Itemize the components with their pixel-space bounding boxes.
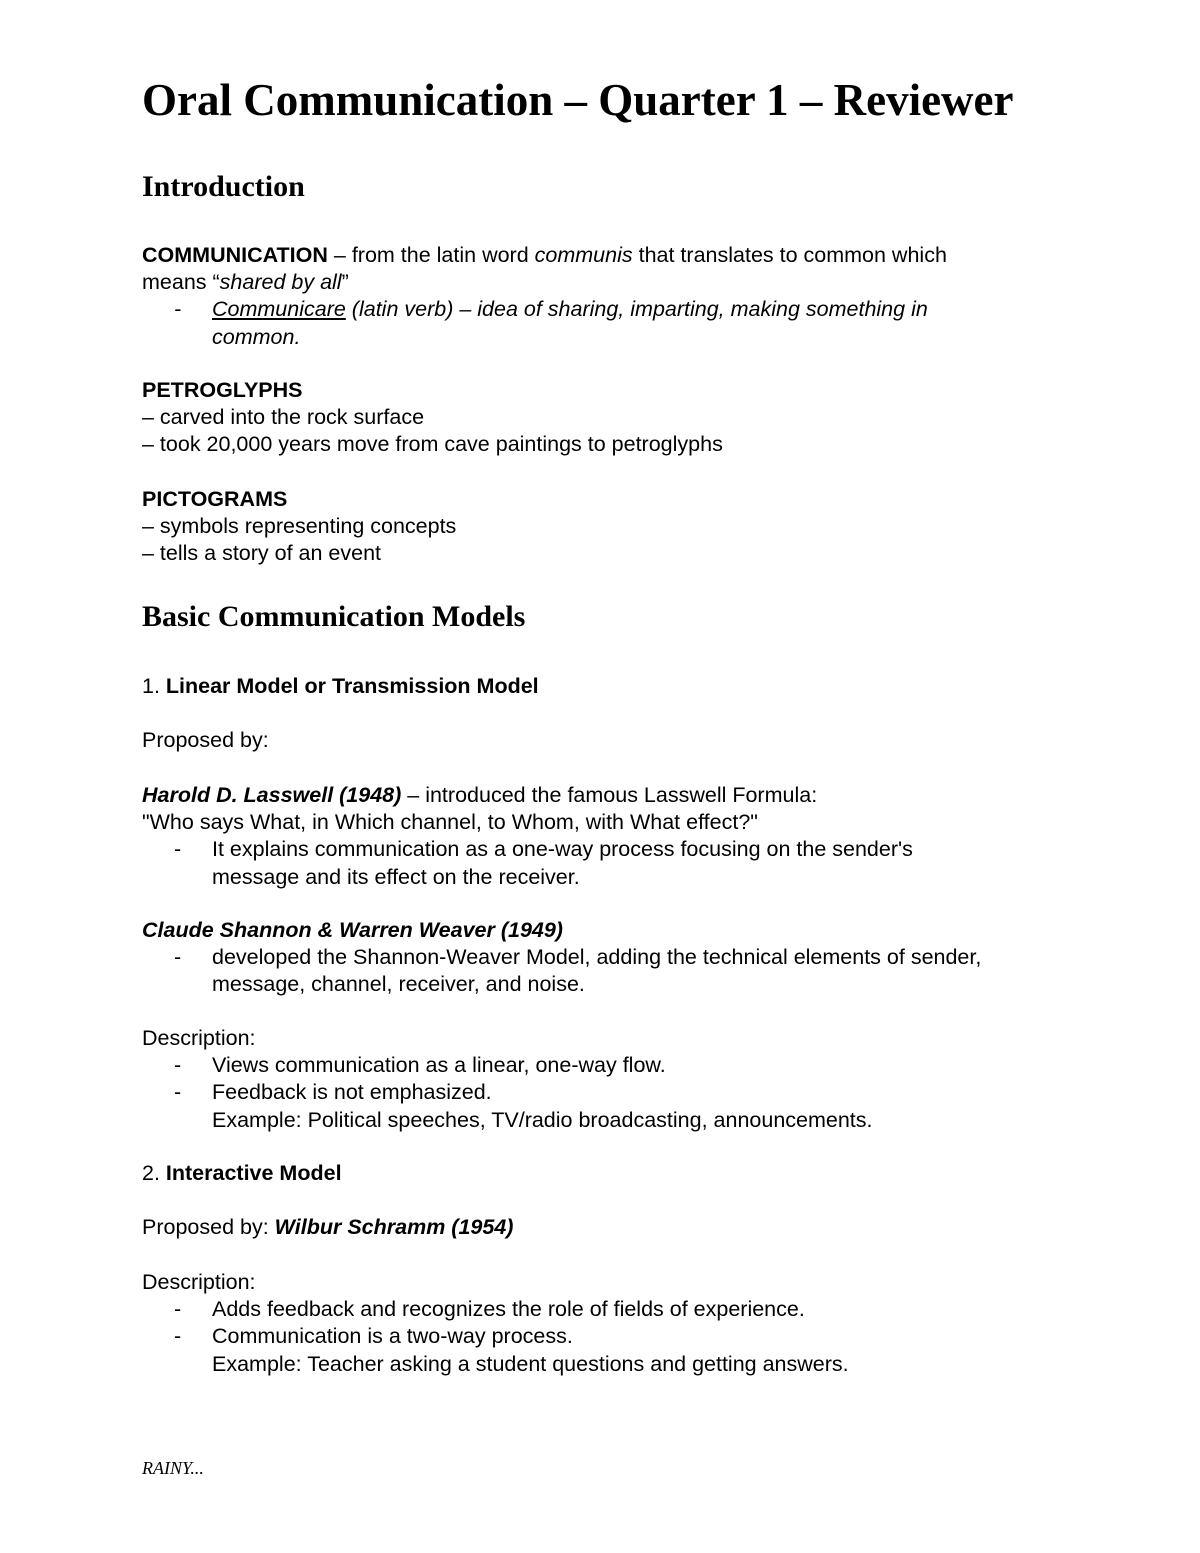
schramm-name: Wilbur Schramm (1954) [274, 1215, 514, 1239]
models-heading: Basic Communication Models [142, 600, 526, 633]
introduction-heading: Introduction [142, 170, 305, 203]
lasswell-formula: "Who says What, in Which channel, to Whom, with What effect?" [142, 810, 758, 835]
lasswell-bullet-cont: message and its effect on the receiver. [212, 864, 580, 889]
linear-model-name: Linear Model or Transmission Model [165, 674, 539, 698]
lasswell-section: Harold D. Lasswell (1948) – introduced the famous Lasswell Formula: "Who says What, in Which channel, to Whom, with What effect?" - It explains communication as a one-way process focusing on the sender's message and its effect on the receiver. [142, 782, 1072, 891]
communicare-bullet-cont: common. [212, 324, 301, 349]
petroglyphs-section [142, 377, 1072, 459]
description-bullet: - Feedback is not emphasized. [174, 1080, 492, 1105]
shannon-bullet-cont: message, channel, receiver, and noise. [212, 972, 585, 997]
shared-by-all-quote: shared by all [219, 270, 342, 295]
pictograms-line: – tells a story of an event [142, 541, 382, 566]
communication-line-1: COMMUNICATION – from the latin word communis that translates to common which [142, 243, 947, 267]
interactive-proposed: Proposed by: Wilbur Schramm (1954) [142, 1215, 514, 1239]
communication-definition [142, 242, 1072, 351]
description-label: Description: [142, 1270, 256, 1294]
communicare-term: Communicare [212, 297, 346, 322]
description-bullet: - Communication is a two-way process. [174, 1324, 573, 1349]
page-footer: RAINY... [142, 1458, 204, 1478]
interactive-description [142, 1269, 1072, 1378]
page-title: Oral Communication – Quarter 1 – Reviewer [142, 75, 1014, 125]
interactive-example: Example: Teacher asking a student questions and getting answers. [212, 1351, 849, 1376]
description-bullet: - Adds feedback and recognizes the role of fields of experience. [174, 1297, 805, 1322]
lasswell-bullet: - It explains communication as a one-way process focusing on the sender's [174, 837, 913, 862]
petroglyphs-term: PETROGLYPHS [142, 378, 303, 402]
communication-line-2: means “shared by all” [142, 270, 349, 295]
petroglyphs-line: – took 20,000 years move from cave paintings to petroglyphs [142, 432, 723, 457]
interactive-model-name: Interactive Model [165, 1161, 342, 1185]
shannon-bullet: - developed the Shannon-Weaver Model, adding the technical elements of sender, [174, 945, 982, 970]
shannon-name: Claude Shannon & Warren Weaver (1949) [142, 918, 563, 942]
description-label: Description: [142, 1026, 256, 1050]
interactive-model-heading: 2. Interactive Model [142, 1161, 342, 1185]
pictograms-section [142, 486, 1072, 568]
pictograms-line: – symbols representing concepts [142, 514, 457, 539]
linear-proposed-label: Proposed by: [142, 728, 269, 752]
linear-model-heading: 1. Linear Model or Transmission Model [142, 674, 539, 698]
linear-description [142, 1025, 1072, 1134]
shannon-section [142, 917, 1072, 999]
communication-term: COMMUNICATION [142, 243, 328, 267]
description-bullet: - Views communication as a linear, one-way flow. [174, 1053, 666, 1078]
latin-word: communis [534, 243, 633, 267]
lasswell-name: Harold D. Lasswell (1948) [142, 783, 402, 807]
petroglyphs-line: – carved into the rock surface [142, 405, 425, 430]
pictograms-term: PICTOGRAMS [142, 487, 288, 511]
communicare-bullet: - Communicare (latin verb) – idea of sharing, imparting, making something in [174, 297, 928, 322]
linear-example: Example: Political speeches, TV/radio broadcasting, announcements. [212, 1107, 873, 1132]
